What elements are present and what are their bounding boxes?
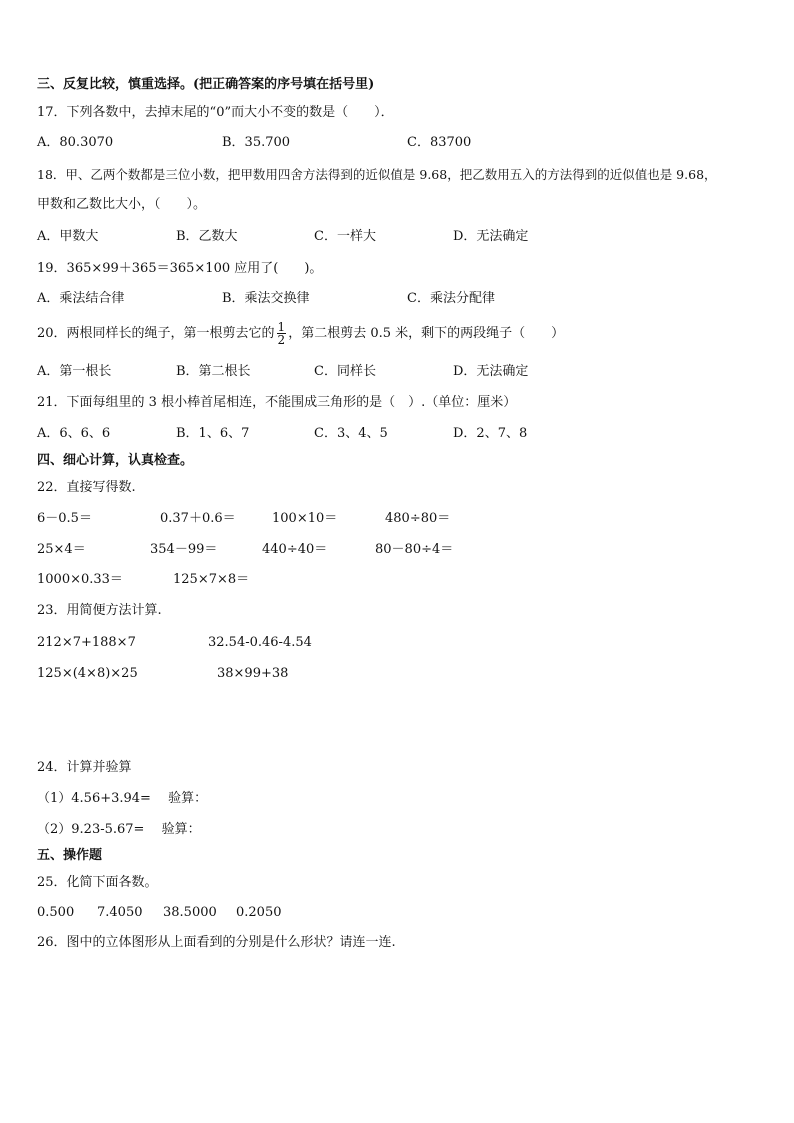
q25-stem: 25．化简下面各数。 bbox=[37, 875, 158, 890]
q24-item2: （2）9.23-5.67= 验算： bbox=[37, 822, 201, 837]
section3-title: 三、反复比较，慎重选择。(把正确答案的序号填在括号里) bbox=[37, 77, 375, 92]
q20-stem-after: ，第二根剪去 0.5 米，剩下的两段绳子（ ） bbox=[288, 326, 565, 341]
q17-stem: 17．下列各数中，去掉末尾的“0”而大小不变的数是（ ）． bbox=[37, 105, 394, 120]
q24-item1: （1）4.56+3.94= 验算： bbox=[37, 791, 208, 806]
fraction-numerator: 1 bbox=[277, 320, 286, 334]
q17-option-b: B．35.700 bbox=[222, 135, 291, 150]
q20-option-b: B．第二根长 bbox=[176, 364, 251, 379]
q22-stem: 22．直接写得数. bbox=[37, 480, 136, 495]
q23-item2: 32.54-0.46-4.54 bbox=[208, 635, 312, 650]
q20-option-d: D．无法确定 bbox=[453, 364, 529, 379]
section5-title: 五、操作题 bbox=[37, 848, 103, 863]
q22-row1-item2: 0.37＋0.6＝ bbox=[160, 511, 236, 526]
section4-title: 四、细心计算，认真检查。 bbox=[37, 453, 194, 468]
q18-stem-line2: 甲数和乙数比大小，（ ）。 bbox=[37, 197, 207, 212]
q18-option-b: B．乙数大 bbox=[176, 229, 238, 244]
q18-stem-line1: 18．甲、乙两个数都是三位小数，把甲数用四舍方法得到的近似值是 9.68，把乙数用五入的方法得到的近似值也是 9.68， bbox=[37, 167, 717, 182]
q20-stem bbox=[37, 318, 564, 350]
q19-option-b: B．乘法交换律 bbox=[222, 291, 310, 306]
q23-stem: 23．用简便方法计算. bbox=[37, 603, 162, 618]
q22-row2-item4: 80－80÷4＝ bbox=[375, 542, 454, 557]
q21-option-d: D．2、7、8 bbox=[453, 426, 528, 441]
q19-option-a: A．乘法结合律 bbox=[37, 291, 125, 306]
q25-item2: 7.4050 bbox=[97, 905, 143, 920]
q22-row1-item3: 100×10＝ bbox=[272, 511, 338, 526]
fraction-one-half bbox=[277, 321, 287, 346]
q22-row2-item3: 440÷40＝ bbox=[262, 542, 328, 557]
q22-row2-item2: 354－99＝ bbox=[150, 542, 218, 557]
q20-stem-before: 20．两根同样长的绳子，第一根剪去它的 bbox=[37, 326, 275, 341]
q20-option-c: C．同样长 bbox=[314, 364, 376, 379]
q22-row1-item4: 480÷80＝ bbox=[385, 511, 451, 526]
q23-item4: 38×99+38 bbox=[217, 666, 289, 681]
q25-item1: 0.500 bbox=[37, 905, 75, 920]
q22-row3-item1: 1000×0.33＝ bbox=[37, 572, 123, 587]
q22-row2-item1: 25×4＝ bbox=[37, 542, 86, 557]
q19-option-c: C．乘法分配律 bbox=[407, 291, 495, 306]
q20-option-a: A．第一根长 bbox=[37, 364, 112, 379]
q18-option-a: A．甲数大 bbox=[37, 229, 99, 244]
q17-option-a: A．80.3070 bbox=[37, 135, 114, 150]
q19-stem: 19．365×99＋365＝365×100 应用了( )。 bbox=[37, 261, 323, 276]
q21-option-c: C．3、4、5 bbox=[314, 426, 388, 441]
fraction-denominator: 2 bbox=[277, 333, 286, 347]
q25-item3: 38.5000 bbox=[163, 905, 217, 920]
q21-option-a: A．6、6、6 bbox=[37, 426, 111, 441]
q23-item1: 212×7+188×7 bbox=[37, 635, 136, 650]
q21-stem: 21．下面每组里的 3 根小棒首尾相连，不能围成三角形的是（ ）.（单位：厘米） bbox=[37, 395, 517, 410]
q23-item3: 125×(4×8)×25 bbox=[37, 666, 138, 681]
q24-stem: 24．计算并验算 bbox=[37, 760, 132, 775]
q22-row3-item2: 125×7×8＝ bbox=[173, 572, 250, 587]
q22-row1-item1: 6－0.5＝ bbox=[37, 511, 92, 526]
q21-option-b: B．1、6、7 bbox=[176, 426, 250, 441]
q25-item4: 0.2050 bbox=[236, 905, 282, 920]
q17-option-c: C．83700 bbox=[407, 135, 472, 150]
q26-stem: 26．图中的立体图形从上面看到的分别是什么形状？请连一连. bbox=[37, 935, 396, 950]
q18-option-d: D．无法确定 bbox=[453, 229, 529, 244]
q18-option-c: C．一样大 bbox=[314, 229, 376, 244]
